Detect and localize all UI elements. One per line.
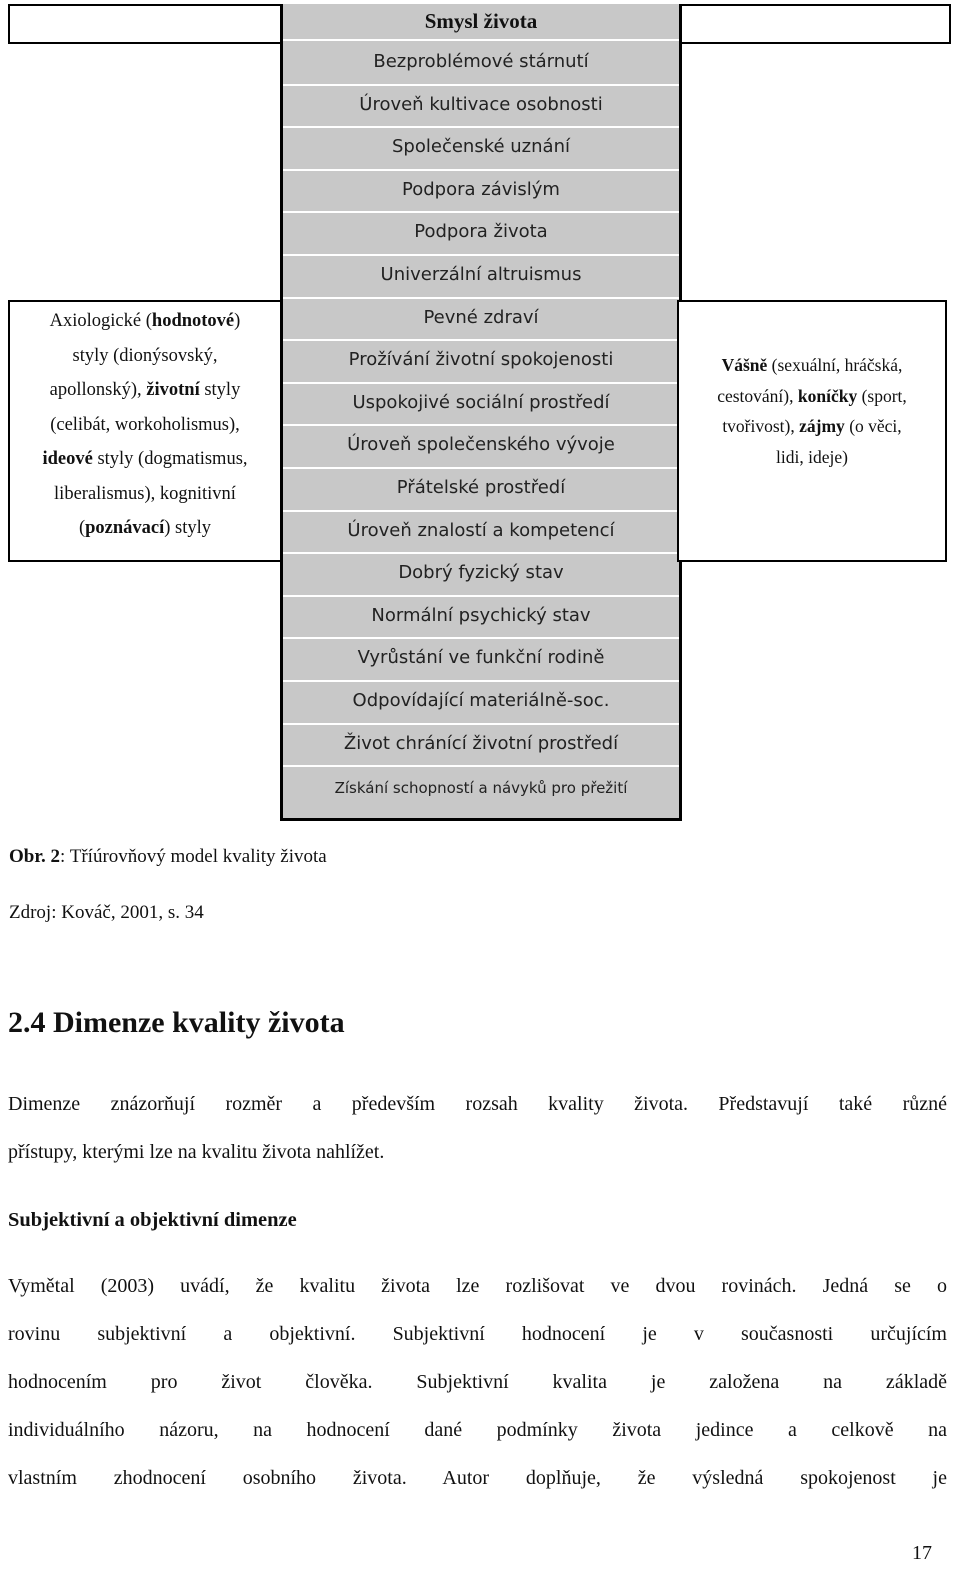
column-item: Odpovídající materiálně-soc. [283,680,679,725]
caption-label: Obr. 2 [9,846,61,867]
column-item: Bezproblémové stárnutí [283,41,679,86]
left_box-line [10,442,280,477]
right_box-segment: Vášně [721,355,768,375]
left_box-line [10,477,280,512]
column-item: Vyrůstání ve funkční rodině [283,637,679,682]
left_box-segment: apollonský), [49,380,147,400]
left_box-segment: poznávací [85,518,165,538]
column-item: Přátelské prostředí [283,467,679,512]
left_box-line [10,373,280,408]
left_box-segment: ) [234,311,241,331]
right_box-line [679,381,945,412]
right_box-line [679,411,945,442]
left_box-line [10,408,280,443]
column-item: Podpora závislým [283,169,679,214]
column-item: Pevné zdraví [283,297,679,342]
body-line: hodnocením pro život člověka. Subjektivní kvalita je založena na základě [8,1371,947,1393]
right-box-text [679,350,945,472]
left_box-segment: životní [146,380,200,400]
page-number: 17 [912,1542,932,1564]
intro-line: přístupy, kterými lze na kvalitu života nahlížet. [8,1141,385,1163]
figure-caption [9,846,327,868]
figure-right-box [677,300,947,562]
left_box-segment: Axiologické ( [49,311,152,331]
column-item: Společenské uznání [283,126,679,171]
figure-center-column [280,4,682,821]
column-item: Získání schopností a návyků pro přežití [334,779,628,798]
right_box-segment: (sport, [857,385,907,406]
left_box-segment: styly (dogmatismus, [92,449,248,469]
section-heading: 2.4 Dimenze kvality života [8,1006,345,1039]
figure-left-box [8,300,282,562]
left_box-line [10,304,280,339]
intro-paragraph [8,1080,947,1176]
column-item: Uspokojivé sociální prostředí [283,382,679,427]
caption-text: : Tříúrovňový model kvality života [60,846,327,867]
left_box-line [10,339,280,374]
column-item: Univerzální altruismus [283,254,679,299]
body-line: individuálního názoru, na hodnocení dané podmínky života jedince a celkově na [8,1419,947,1441]
left_box-line [10,511,280,546]
body-line: rovinu subjektivní a objektivní. Subjektivní hodnocení je v současnosti určujícím [8,1323,947,1345]
right_box-segment: koníčky [797,385,858,406]
body-paragraph [8,1262,947,1502]
left_box-segment: styly (dionýsovský, [72,345,218,366]
right_box-segment: tvořivost), [722,416,800,436]
left-box-text [10,304,280,546]
right_box-segment: (sexuální, hráčská, [767,355,903,375]
column-item: Úroveň kultivace osobnosti [283,84,679,129]
left_box-segment: ( [78,518,86,538]
column-item: Prožívání životní spokojenosti [283,339,679,384]
subheading: Subjektivní a objektivní dimenze [8,1209,297,1231]
right_box-segment: cestování), [717,385,798,406]
right_box-line [679,350,945,381]
right_box-segment: (o věci, [844,416,902,436]
left_box-segment: styly [199,380,241,400]
left_box-segment: ideové [42,449,93,469]
right_box-segment: lidi, ideje) [776,446,848,467]
figure-source: Zdroj: Kováč, 2001, s. 34 [9,902,204,923]
column-item: Život chránící životní prostředí [283,723,679,768]
right_box-segment: zájmy [799,416,845,436]
left_box-segment: (celibát, workoholismus), [50,414,240,435]
column-title: Smysl života [283,4,679,41]
column-item: Normální psychický stav [283,595,679,640]
column-item: Úroveň znalostí a kompetencí [283,510,679,555]
column-item: Dobrý fyzický stav [283,552,679,597]
left_box-segment: liberalismus), kognitivní [54,483,236,504]
left_box-segment: hodnotové [151,311,235,331]
body-line: vlastním zhodnocení osobního života. Autor doplňuje, že výsledná spokojenost je [8,1467,947,1489]
column-item: Úroveň společenského vývoje [283,424,679,469]
left_box-segment: ) styly [164,518,212,538]
body-line: Vymětal (2003) uvádí, že kvalitu života lze rozlišovat ve dvou rovinách. Jedná se o [8,1275,947,1297]
right_box-line [679,442,945,473]
column-item: Podpora života [283,211,679,256]
intro-line: Dimenze znázorňují rozměr a především rozsah kvality života. Představují také různé [8,1093,947,1115]
